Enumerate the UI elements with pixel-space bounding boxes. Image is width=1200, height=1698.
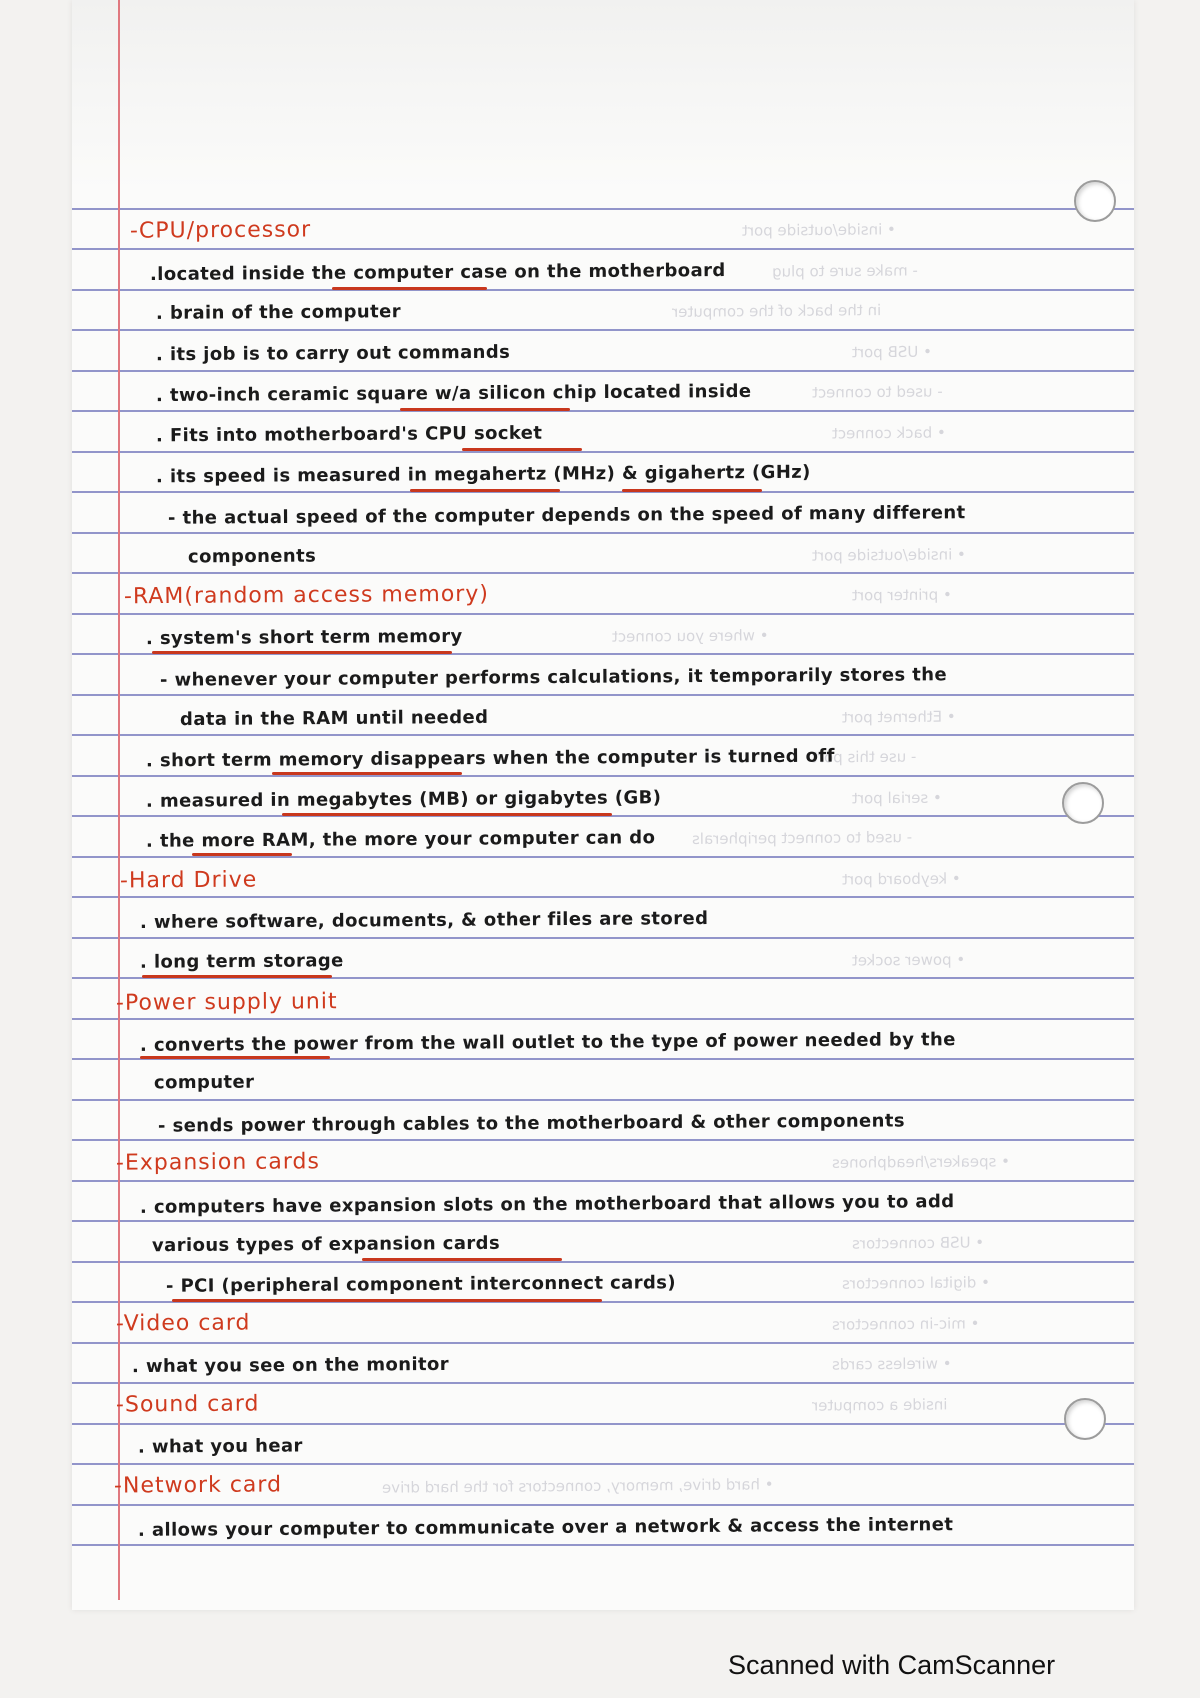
bleed-through-text: • Ethernet port — [841, 707, 956, 727]
underline — [140, 1056, 330, 1059]
bleed-through-text: - used to connect peripherals — [691, 828, 913, 848]
ruled-line — [72, 491, 1134, 493]
ruled-line — [72, 572, 1134, 574]
binder-hole — [1064, 1398, 1106, 1440]
ruled-line — [72, 1423, 1134, 1425]
bleed-through-text: • inside/outside port — [741, 220, 896, 240]
underline — [282, 813, 612, 816]
underline — [362, 1258, 562, 1261]
ruled-line — [72, 1180, 1134, 1182]
note-line: . the more RAM, the more your computer can do — [145, 827, 656, 852]
ruled-line — [72, 1382, 1134, 1384]
note-line: data in the RAM until needed — [179, 706, 489, 731]
ruled-line — [72, 532, 1134, 534]
ruled-line — [72, 248, 1134, 250]
ruled-line — [72, 329, 1134, 331]
bleed-through-text: • USB connectors — [851, 1233, 985, 1253]
section-heading-sound-card: -Sound card — [115, 1391, 260, 1418]
note-line: . short term memory disappears when the computer is turned off — [145, 745, 835, 772]
note-line: various types of expansion cards — [151, 1232, 501, 1257]
underline — [272, 772, 462, 775]
note-line: . brain of the computer — [155, 301, 402, 324]
section-heading-cpu: -CPU/processor — [129, 217, 312, 244]
section-heading-video-card: -Video card — [115, 1310, 251, 1337]
note-line: . two-inch ceramic square w/a silicon chip located inside — [155, 380, 752, 407]
ruled-line — [72, 410, 1134, 412]
notebook-page — [72, 0, 1134, 1610]
note-line: .located inside the computer case on the motherboard — [149, 259, 726, 286]
note-line: . its job is to carry out commands — [155, 341, 511, 366]
ruled-line — [72, 1099, 1134, 1101]
note-line: components — [187, 545, 317, 568]
ruled-line — [72, 370, 1134, 372]
note-line: . what you hear — [137, 1435, 303, 1458]
bleed-through-text: • keyboard port — [841, 869, 961, 889]
bleed-through-text: • printer port — [851, 585, 952, 605]
note-line: . its speed is measured in megahertz (MHz) & gigahertz (GHz) — [155, 461, 811, 488]
bleed-through-text: - used to connect — [811, 382, 943, 402]
bleed-through-text: - make sure to plug — [771, 261, 918, 281]
bleed-through-text: • back connect — [831, 423, 946, 443]
note-line: - sends power through cables to the motherboard & other components — [157, 1110, 906, 1137]
ruled-line — [72, 856, 1134, 858]
bleed-through-text: • hard drive, memory, connectors for the hard drive — [381, 1475, 774, 1497]
bleed-through-text: • serial port — [851, 788, 942, 808]
ruled-line — [72, 694, 1134, 696]
blank-header-area — [72, 0, 1134, 190]
underline — [462, 448, 582, 451]
ruled-line — [72, 896, 1134, 898]
note-line: . converts the power from the wall outlet to the type of power needed by the — [139, 1029, 956, 1056]
underline — [142, 975, 332, 978]
bleed-through-text: • USB port — [851, 342, 932, 362]
bleed-through-text: • wireless cards — [831, 1354, 952, 1374]
note-line: . allows your computer to communicate over a network & access the internet — [137, 1514, 954, 1541]
ruled-line — [72, 1342, 1134, 1344]
note-line: - the actual speed of the computer depends on the speed of many different — [167, 502, 966, 529]
underline — [622, 489, 762, 492]
binder-hole — [1062, 782, 1104, 824]
ruled-line — [72, 1139, 1134, 1141]
underline — [410, 489, 560, 492]
camscanner-watermark: Scanned with CamScanner — [728, 1650, 1056, 1680]
bleed-through-text: • mic-in connectors — [831, 1314, 980, 1334]
note-line: . system's short term memory — [145, 625, 463, 650]
note-line: . where software, documents, & other files are stored — [139, 908, 709, 933]
ruled-line — [72, 1463, 1134, 1465]
note-line: computer — [153, 1071, 255, 1094]
ruled-line — [72, 1018, 1134, 1020]
ruled-line — [72, 1261, 1134, 1263]
underline — [152, 651, 452, 654]
ruled-line — [72, 1220, 1134, 1222]
section-heading-expansion-cards: -Expansion cards — [115, 1149, 320, 1176]
ruled-line — [72, 289, 1134, 291]
binder-hole — [1074, 180, 1116, 222]
section-heading-hard-drive: -Hard Drive — [119, 867, 258, 894]
note-line: - whenever your computer performs calculations, it temporarily stores the — [159, 664, 948, 691]
ruled-line — [72, 208, 1134, 210]
margin-line — [118, 0, 120, 1600]
ruled-line — [72, 1544, 1134, 1546]
underline — [192, 853, 292, 856]
underline — [172, 1299, 602, 1302]
bleed-through-text: inside a computer — [811, 1395, 948, 1415]
bleed-through-text: - use this port — [811, 747, 917, 767]
note-line: . Fits into motherboard's CPU socket — [155, 422, 543, 447]
bleed-through-text: in the back of the computer — [671, 301, 882, 321]
underline — [400, 408, 570, 411]
bleed-through-text: • power socket — [851, 950, 966, 970]
note-line: . long term storage — [139, 950, 344, 973]
note-line: . measured in megabytes (MB) or gigabytes (GB) — [145, 787, 662, 812]
ruled-line — [72, 937, 1134, 939]
section-heading-power-supply: -Power supply unit — [115, 989, 338, 1016]
section-heading-network-card: -Network card — [113, 1472, 283, 1499]
bleed-through-text: • where you connect — [611, 626, 769, 646]
note-line: - PCI (peripheral component interconnect cards) — [165, 1272, 677, 1297]
note-line: . what you see on the monitor — [131, 1353, 450, 1378]
bleed-through-text: • speakers/headphones — [831, 1152, 1011, 1172]
ruled-line — [72, 1504, 1134, 1506]
bleed-through-text: • inside/outside port — [811, 545, 966, 565]
note-line: . computers have expansion slots on the motherboard that allows you to add — [139, 1191, 955, 1218]
ruled-line — [72, 734, 1134, 736]
ruled-line — [72, 451, 1134, 453]
section-heading-ram: -RAM(random access memory) — [123, 581, 489, 610]
underline — [332, 287, 487, 290]
ruled-line — [72, 613, 1134, 615]
bleed-through-text: • digital connectors — [841, 1273, 991, 1293]
ruled-line — [72, 775, 1134, 777]
